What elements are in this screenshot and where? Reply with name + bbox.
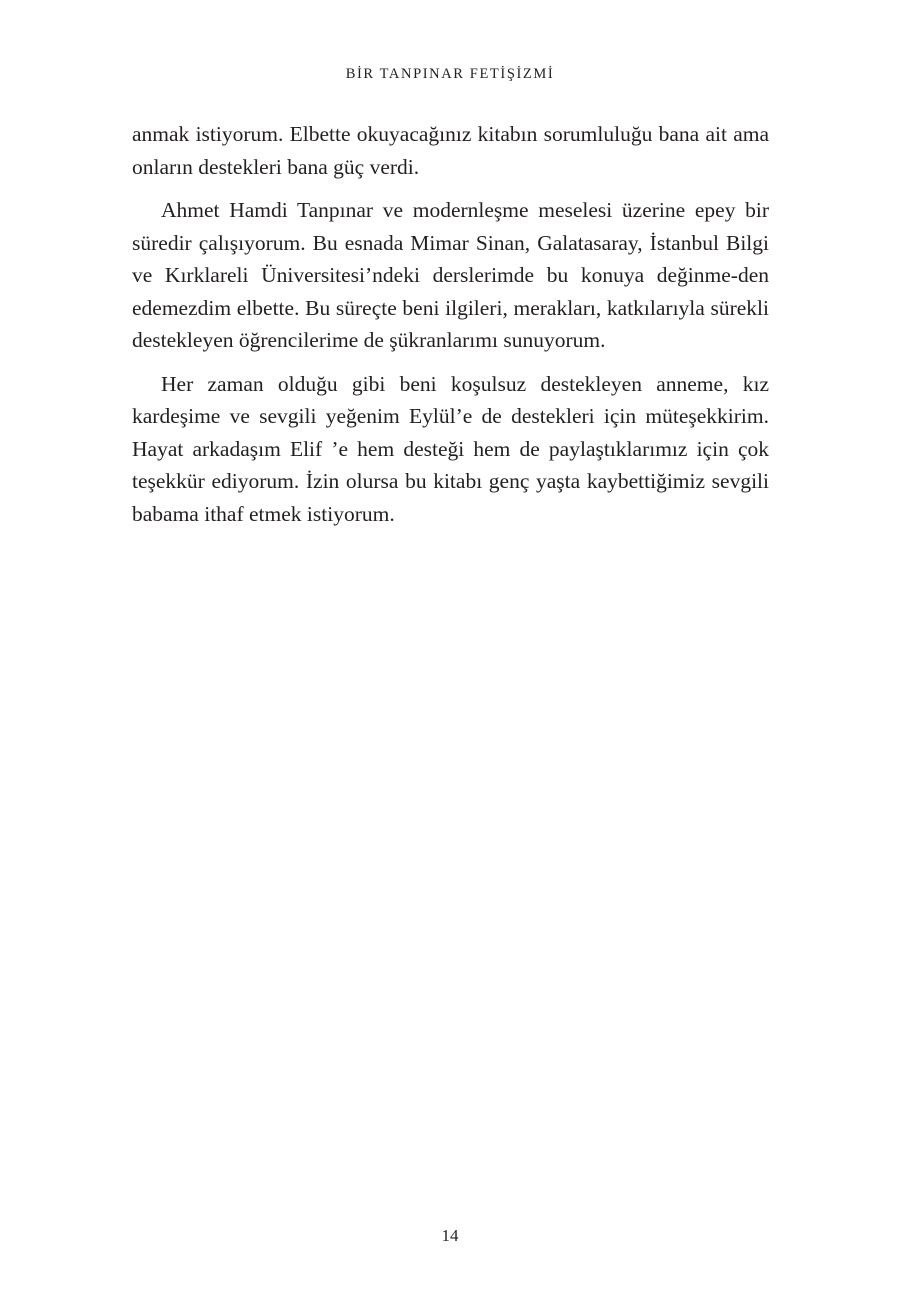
paragraph-continued: anmak istiyorum. Elbette okuyacağınız kitabın sorumluluğu bana ait ama onların destekleri bana güç verdi.: [132, 122, 769, 179]
paragraph: Her zaman olduğu gibi beni koşulsuz destekleyen anneme, kız kardeşime ve sevgili yeğenim Eylül’e de destekleri için müteşekkirim. Hayat arkadaşım Elif ’e hem desteği hem de paylaştıklarımız için çok teşekkür ediyorum. İzin olursa bu kitabı genç yaşta kaybettiğimiz sevgili babama ithaf etmek istiyorum.: [132, 371, 769, 526]
paragraph: Ahmet Hamdi Tanpınar ve modernleşme meselesi üzerine epey bir süredir çalışıyorum. Bu esnada Mimar Sinan, Galatasaray, İstanbul Bilgi ve Kırklareli Üniversitesi’ndeki derslerimde bu konuya değinme-den edemezdim elbette. Bu süreçte beni ilgileri, merakları, katkılarıyla sürekli destekleyen öğrencilerime de şükranlarımı sunuyorum.: [132, 198, 769, 352]
body-text: [132, 118, 769, 541]
running-header: BİR TANPINAR FETİŞİZMİ: [345, 66, 555, 82]
page-number: 14: [441, 1226, 459, 1245]
